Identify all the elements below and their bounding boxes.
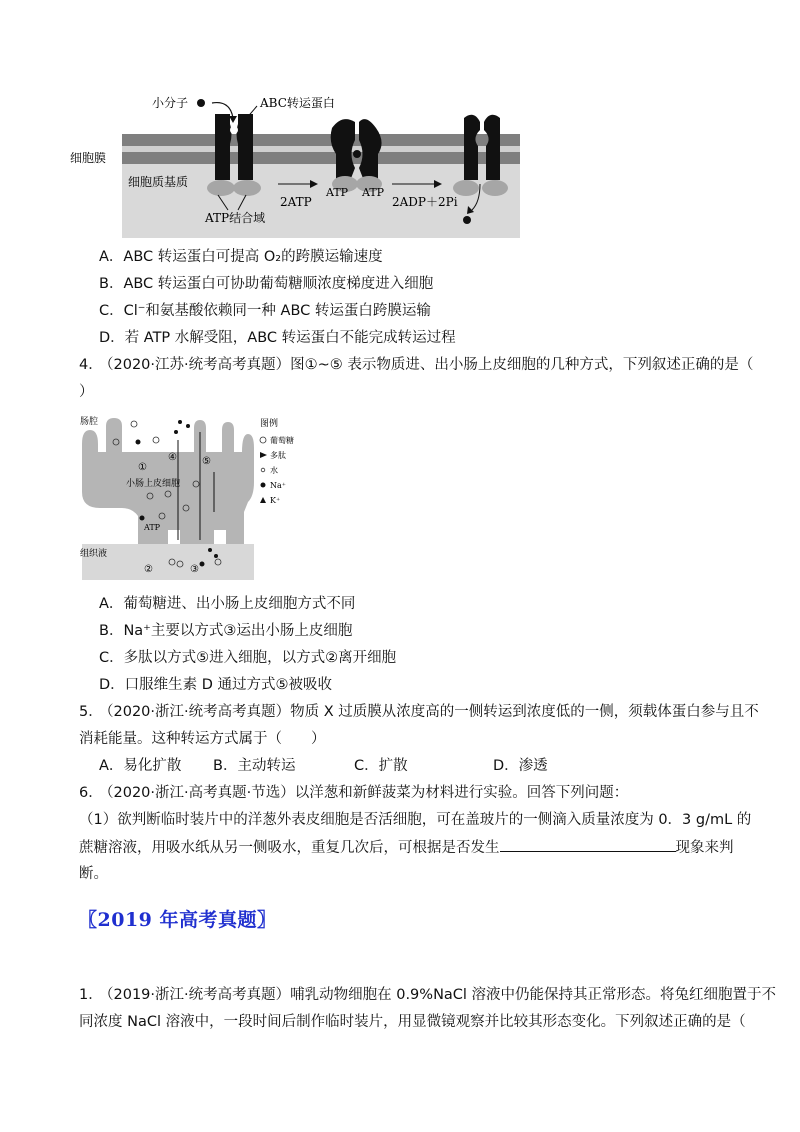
legend-water: 水 [270,466,278,475]
q4-stem-line2: ） [79,384,94,400]
released-molecule-dot [463,216,471,224]
route-3: ③ [190,564,199,575]
q2019-1-line1: （2019·浙江·统考高考真题）哺乳动物细胞在 0.9%NaCl 溶液中仍能保持其正常形态。将兔红细胞置于不 [99,987,777,1003]
q6-part1-line2 [79,837,734,858]
route-5: ⑤ [202,456,211,467]
route-2: ② [144,564,153,575]
tissue-fluid-region [82,544,254,580]
q5-option-b: B．主动转运 [213,758,296,774]
q6-part1-line3: 断。 [79,866,108,882]
q5-option-a: A．易化扩散 [99,758,182,774]
cell-label: 小肠上皮细胞 [126,479,181,489]
atp-binding-label: ATP结合域 [205,211,266,225]
intestine-atp-label: ATP [144,523,161,532]
q5-option-d: D．渗透 [493,758,548,774]
q4-option-a: A．葡萄糖进、出小肠上皮细胞方式不同 [99,596,356,612]
membrane-outer-layer [122,134,520,146]
q3-option-d: D．若 ATP 水解受阻，ABC 转运蛋白不能完成转运过程 [99,330,456,346]
abc-transporter-figure [70,92,530,242]
two-atp-label: 2ATP [280,195,312,209]
legend-title: 图例 [260,419,279,429]
q4-stem-line1: （2020·江苏·统考高考真题）图①~⑤ 表示物质进、出小肠上皮细胞的几种方式，下列叙述正确的是（ [99,357,754,373]
q6-part1-line1: （1）欲判断临时装片中的洋葱外表皮细胞是否活细胞，可在盖玻片的一侧滴入质量浓度为 0．3 g/mL 的 [79,812,752,828]
small-molecule-label: 小分子 [152,96,189,110]
route-4: ④ [168,452,177,463]
legend-na: Na⁺ [270,481,286,490]
tissue-fluid-label: 组织液 [80,549,108,559]
answer-blank [500,837,676,852]
section-title-2019: 〖2019 年高考真题〗 [78,909,277,931]
intestine-cell-figure [76,412,304,584]
cytoplasm-label: 细胞质基质 [128,175,189,189]
q4-option-d: D．口服维生素 D 通过方式⑤被吸收 [99,677,333,693]
legend-peptide: 多肽 [270,451,286,460]
lumen-label: 肠腔 [80,417,99,427]
q6-part1-line2-text: 蔗糖溶液，用吸水纸从另一侧吸水，重复几次后，可根据是否发生 [79,840,500,856]
q5-stem-line2: 消耗能量。这种转运方式属于（ ） [79,731,326,747]
q6-stem: （2020·浙江·高考真题·节选）以洋葱和新鲜菠菜为材料进行实验。回答下列问题： [99,785,629,801]
q3-option-b: B．ABC 转运蛋白可协助葡萄糖顺浓度梯度进入细胞 [99,276,434,292]
atp-right-label: ATP [362,186,385,199]
cytoplasm-region [122,160,520,238]
q2019-1-line2: 同浓度 NaCl 溶液中，一段时间后制作临时装片，用显微镜观察并比较其形态变化。下列叙述正确的是（ [79,1014,746,1030]
legend-glucose: 葡萄糖 [270,436,294,445]
q4-number: 4． [79,357,103,373]
q6-number: 6． [79,785,103,801]
membrane-inner-layer [122,152,520,164]
q3-option-c: C．Cl⁻和氨基酸依赖同一种 ABC 转运蛋白跨膜运输 [99,303,431,319]
q5-number: 5． [79,704,103,720]
q6-part1-line2-tail: 现象来判 [675,840,734,856]
small-molecule-dot [197,99,205,107]
q5-stem-line1: （2020·浙江·统考高考真题）物质 X 过质膜从浓度高的一侧转运到浓度低的一侧，须载体蛋白参与且不 [99,704,759,720]
products-label: 2ADP＋2Pi [392,195,458,209]
legend-k: K⁺ [270,496,281,505]
q3-option-a: A．ABC 转运蛋白可提高 O₂的跨膜运输速度 [99,249,383,265]
route-1: ① [138,462,147,473]
q2019-1-number: 1． [79,987,103,1003]
membrane-label: 细胞膜 [70,151,107,165]
q4-option-c: C．多肽以方式⑤进入细胞，以方式②离开细胞 [99,650,397,666]
q5-option-c: C．扩散 [354,758,408,774]
q4-option-b: B．Na⁺主要以方式③运出小肠上皮细胞 [99,623,353,639]
abc-protein-state-2 [331,119,382,192]
abc-protein-label: ABC转运蛋白 [260,96,335,110]
atp-left-label: ATP [326,186,349,199]
